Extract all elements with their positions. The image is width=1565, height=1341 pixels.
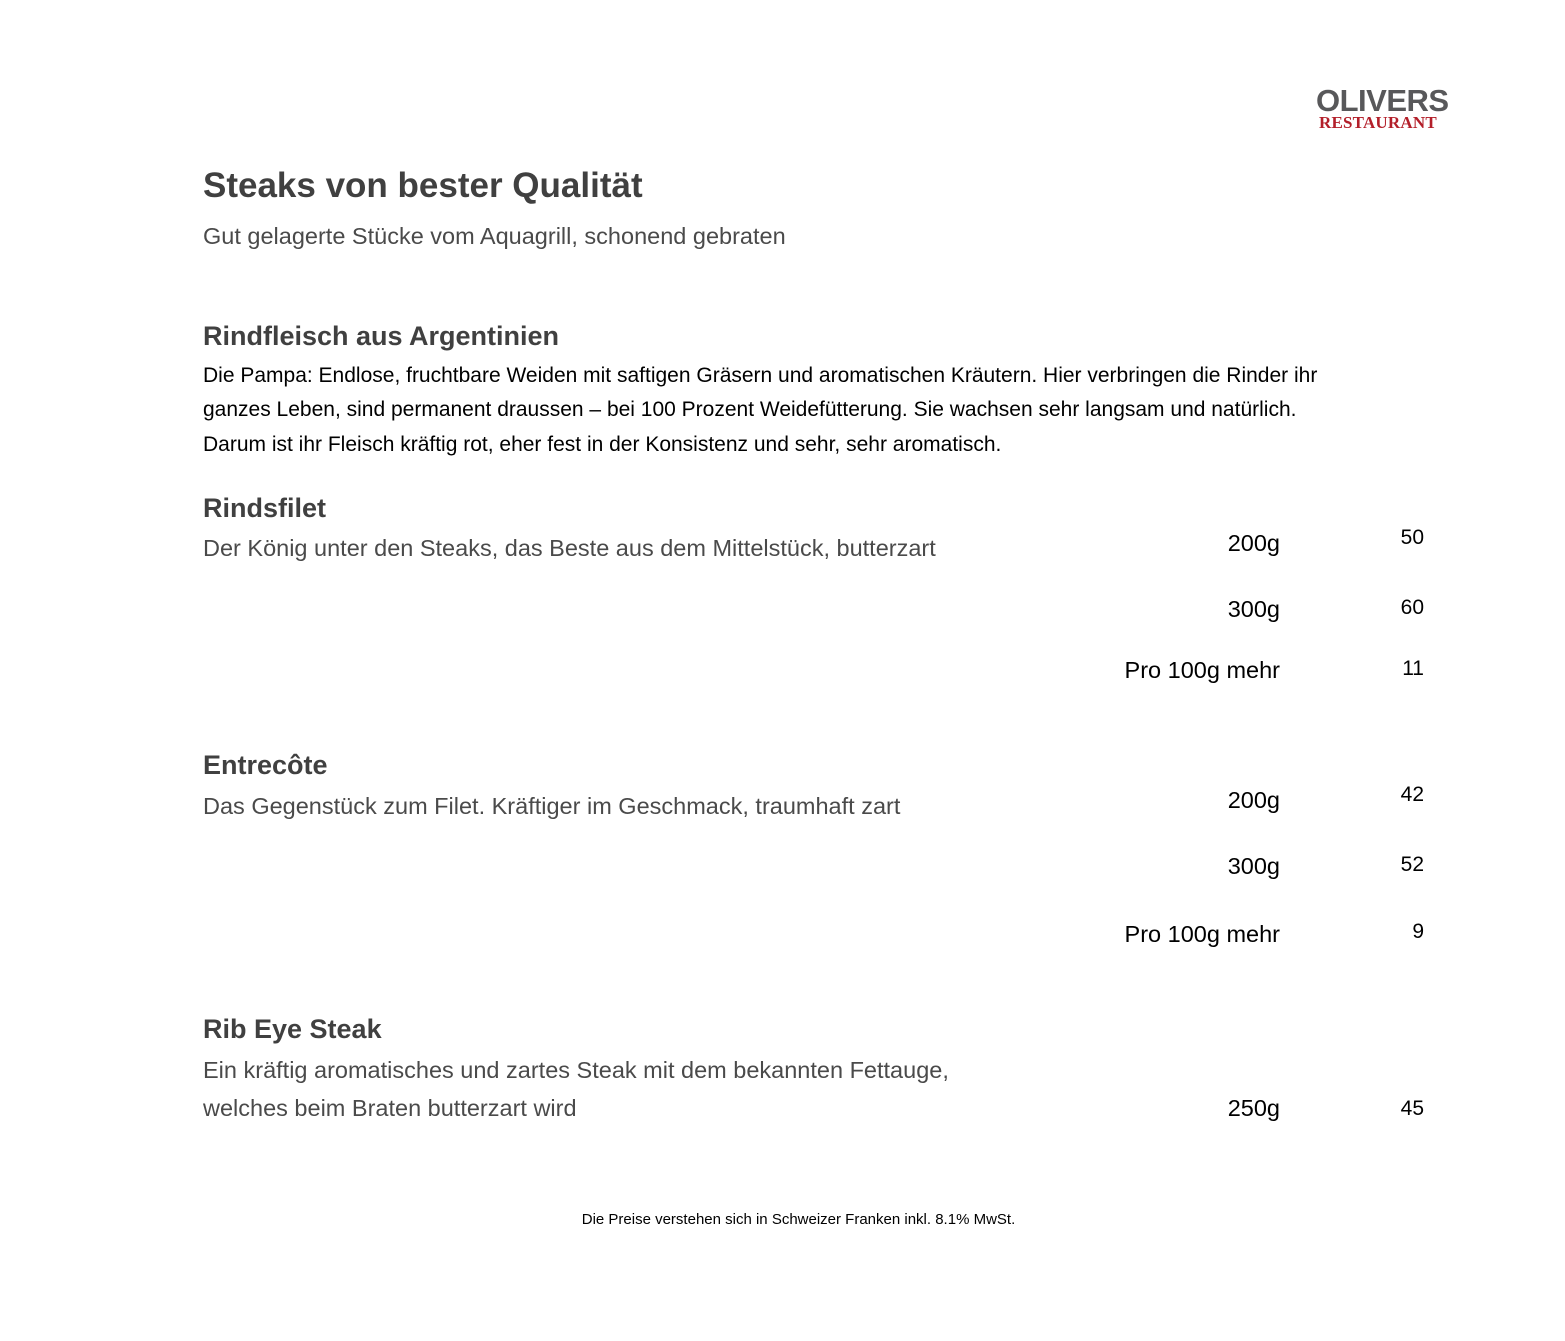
- origin-heading: Rindfleisch aus Argentinien: [203, 321, 560, 351]
- dish-description: Ein kräftig aromatisches und zartes Steak mit dem bekannten Fettauge,: [203, 1057, 949, 1083]
- dish-description: Der König unter den Steaks, das Beste aus dem Mittelstück, butterzart: [203, 535, 936, 561]
- dish-price: 42: [1400, 783, 1424, 806]
- dish-price: 52: [1400, 853, 1424, 876]
- dish-price: 11: [1402, 657, 1424, 680]
- dish-description: welches beim Braten butterzart wird: [203, 1095, 577, 1121]
- dish-size: 250g: [1227, 1095, 1280, 1121]
- price-footnote: Die Preise verstehen sich in Schweizer Franken inkl. 8.1% MwSt.: [581, 1211, 1016, 1228]
- origin-text-line: Darum ist ihr Fleisch kräftig rot, eher fest in der Konsistenz und sehr, sehr aromatisch.: [203, 433, 1002, 456]
- logo-top-text: OLIVERS: [1316, 83, 1449, 118]
- dish-size: 200g: [1227, 787, 1280, 813]
- dish-price: 9: [1412, 920, 1424, 943]
- dish-description: Das Gegenstück zum Filet. Kräftiger im Geschmack, traumhaft zart: [203, 793, 901, 819]
- dish-size: 300g: [1227, 596, 1280, 622]
- origin-text-line: ganzes Leben, sind permanent draussen – bei 100 Prozent Weidefütterung. Sie wachsen sehr langsam und natürlich.: [203, 398, 1297, 421]
- dish-size: 200g: [1227, 530, 1280, 556]
- dish-price: 60: [1400, 596, 1424, 619]
- dish-size: Pro 100g mehr: [1124, 657, 1280, 683]
- page-title: Steaks von bester Qualität: [203, 166, 643, 205]
- dish-name: Entrecôte: [203, 750, 328, 780]
- dish-price: 50: [1400, 526, 1424, 549]
- page-subtitle: Gut gelagerte Stücke vom Aquagrill, schonend gebraten: [203, 223, 786, 249]
- dish-size: 300g: [1227, 853, 1280, 879]
- dish-name: Rib Eye Steak: [203, 1014, 382, 1044]
- restaurant-logo: [1316, 83, 1449, 136]
- dish-size: Pro 100g mehr: [1124, 921, 1280, 947]
- dish-name: Rindsfilet: [203, 493, 327, 523]
- dish-price: 45: [1400, 1097, 1424, 1120]
- origin-text-line: Die Pampa: Endlose, fruchtbare Weiden mit saftigen Gräsern und aromatischen Kräutern. Hier verbringen die Rinder ihr: [203, 364, 1318, 387]
- logo-bottom-text: RESTAURANT: [1319, 113, 1437, 132]
